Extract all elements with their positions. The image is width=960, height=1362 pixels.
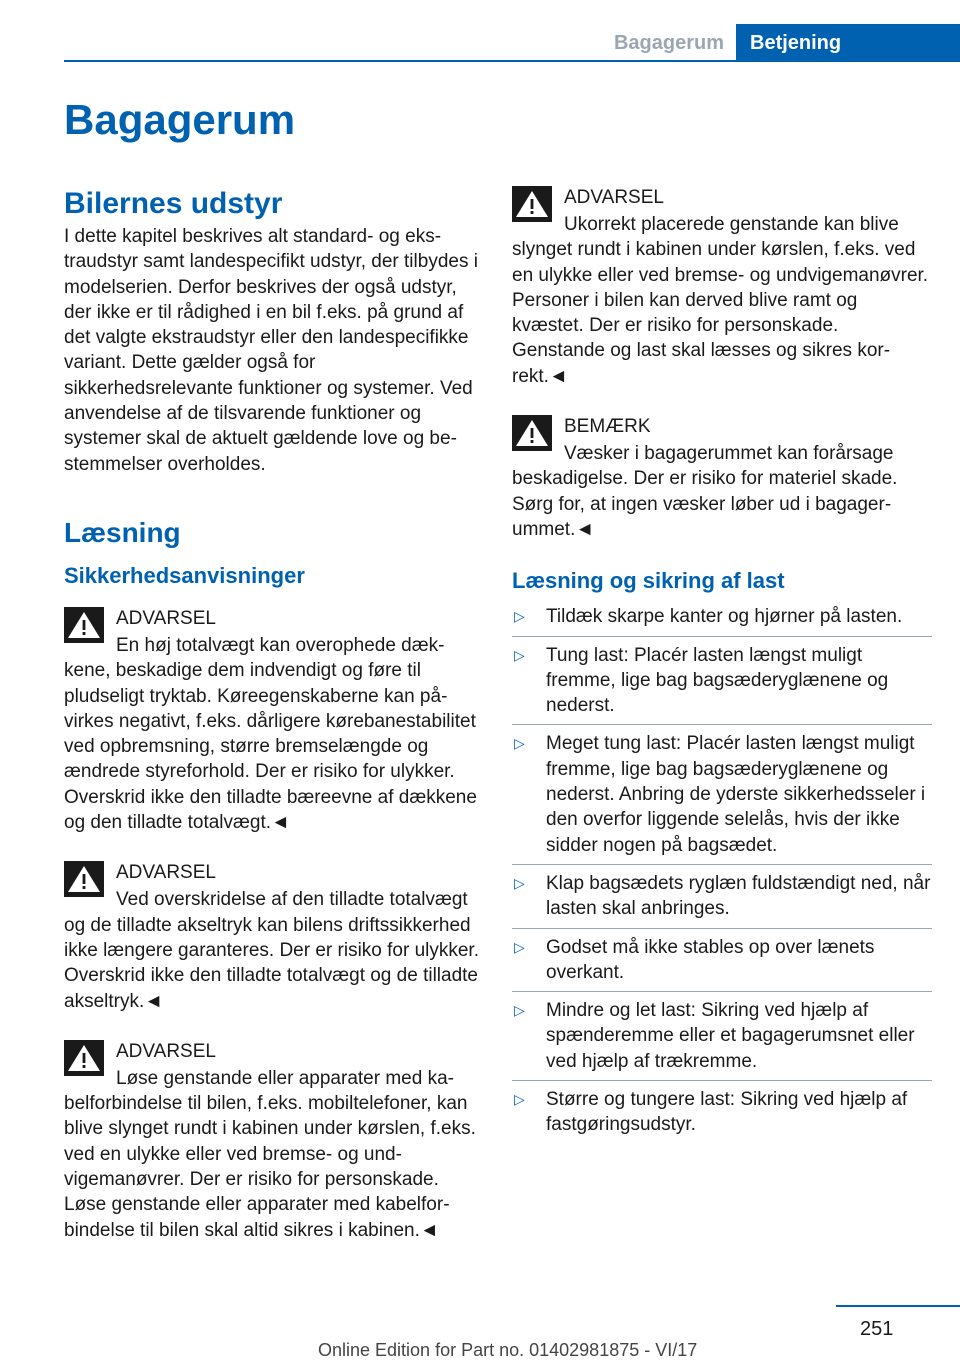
- heading-securing-load: Læsning og sikring af last: [512, 568, 785, 594]
- warning-block: [64, 605, 482, 835]
- warning-title: ADVARSEL: [116, 862, 216, 884]
- heading-equipment: Bilernes udstyr: [64, 187, 283, 220]
- notice-block: [512, 413, 932, 542]
- intro-paragraph: I dette kapitel beskrives alt standard- og ekstraudstyr samt landespecifikt udstyr, der tilbydes i modelserien. Derfor beskrives der også udstyr, der ikke er til rådighed i en bil f.eks. på grund af det valgte ekstraudstyr eller den landespecifikke variant. Dette gælder også for sikkerhedsrelevante funktioner og systemer. Ved anvendelse af de tilsvarende funktioner og systemer skal de aktuelt gældende love og bestemmelser overholdes.: [64, 226, 478, 475]
- heading-loading: Læsning: [64, 516, 181, 548]
- list-item-text: Meget tung last: Placér lasten længst muligt fremme, lige bag bagsæderyglænene og nederst. Anbring de yderste sikkerhedsseler i den overfor liggende selelås, hvis der ikke sidder nogen på bagsædet.: [546, 733, 926, 856]
- list-item: [512, 871, 932, 929]
- warning-title: ADVARSEL: [564, 187, 664, 208]
- warning-text: Ukorrekt placerede genstande kan blive slynget rundt i kabinen under kørslen, f.eks. ved en ulykke eller ved bremse- og undvigemanøvrer. Personer i bilen kan derved blive ramt og kvæstet. Der er risiko for personskade. Genstande og last skal læsses og sikres korrekt.◄: [512, 214, 929, 387]
- list-item: [512, 1087, 932, 1144]
- list-item-text: Større og tungere last: Sikring ved hjælp af fastgøringsudstyr.: [546, 1089, 908, 1136]
- section-tab: Bagagerum: [613, 32, 724, 54]
- list-item-text: Tung last: Placér lasten længst muligt fremme, lige bag bagsæderyglænene og nederst.: [546, 644, 889, 717]
- warning-text: Løse genstande eller apparater med kabelforbindelse til bilen, f.eks. mobiltelefoner, kan blive slynget rundt i kabinen under kørslen, f.eks. ved en ulykke eller ved bremse- og undvigemanøvrer. Der er risiko for personskade. Løse genstande eller apparater med kabelforbindelse til bilen skal altid sikres i kabinen.◄: [64, 1067, 476, 1241]
- list-item: [512, 604, 932, 636]
- footer-rule: [836, 1305, 960, 1307]
- warning-triangle-icon: [512, 186, 552, 222]
- warning-title: ADVARSEL: [116, 1040, 216, 1062]
- list-item-text: Tildæk skarpe kanter og hjørner på lasten.: [546, 606, 903, 628]
- warning-triangle-icon: [64, 1040, 104, 1076]
- triangle-bullet-icon: ▷: [514, 1091, 525, 1108]
- list-item-text: Mindre og let last: Sikring ved hjælp af spænderemme eller et bagagerumsnet eller ved hjælp af trækremme.: [546, 1000, 915, 1072]
- header-rule: [64, 60, 960, 62]
- list-item: [512, 643, 932, 726]
- list-item-text: Klap bagsædets ryglæn fuldstændigt ned, når lasten skal anbringes.: [546, 872, 931, 920]
- left-column: [64, 184, 482, 1267]
- list-item: [512, 935, 932, 993]
- warning-triangle-icon: [64, 607, 104, 643]
- notice-title: BEMÆRK: [564, 416, 651, 438]
- warning-triangle-icon: [512, 415, 552, 451]
- warning-title: ADVARSEL: [116, 607, 216, 629]
- chapter-tab: Betjening: [736, 24, 960, 62]
- load-securing-list: [512, 604, 932, 1143]
- list-item: [512, 998, 932, 1081]
- list-item: [512, 731, 932, 864]
- triangle-bullet-icon: ▷: [514, 608, 525, 625]
- notice-text: Væsker i bagagerummet kan forårsage beskadigelse. Der er risiko for materiel skade. Sørg for, at ingen væsker løber ud i bagagerummet.◄: [512, 443, 898, 540]
- triangle-bullet-icon: ▷: [514, 938, 525, 955]
- warning-block: [64, 859, 482, 1013]
- page-title: Bagagerum: [64, 96, 296, 143]
- triangle-bullet-icon: ▷: [514, 646, 525, 663]
- triangle-bullet-icon: ▷: [514, 735, 525, 752]
- warning-block: [64, 1038, 482, 1243]
- page-header: [64, 24, 960, 62]
- warning-text: Ved overskridelse af den tilladte totalvægt og de tilladte akseltryk kan bilens driftssikkerhed ikke længere garanteres. Der er risiko for ulykker. Overskrid ikke den tilladte totalvægt og de tilladte akseltryk.◄: [64, 889, 479, 1012]
- page-number: 251: [860, 1318, 894, 1340]
- warning-text: En høj totalvægt kan overophede dækkene, beskadige dem indvendigt og føre til pludseligt tryktab. Køreegenskaberne kan påvirkes negativt, f.eks. dårligere kørebanestabilitet ved opbremsning, større bremselængde og ændrede styreforhold. Der er risiko for ulykker. Overskrid ikke den tilladte bæreevne af dækkene og den tilladte totalvægt.◄: [64, 634, 477, 834]
- warning-block: [512, 184, 932, 389]
- triangle-bullet-icon: ▷: [514, 1002, 525, 1019]
- triangle-bullet-icon: ▷: [514, 874, 525, 891]
- warning-triangle-icon: [64, 861, 104, 897]
- right-column: [512, 184, 932, 1150]
- edition-note: Online Edition for Part no. 01402981875 - VI/17: [318, 1340, 698, 1360]
- heading-safety: Sikkerhedsanvisninger: [64, 562, 305, 588]
- list-item-text: Godset må ikke stables op over lænets overkant.: [546, 936, 875, 983]
